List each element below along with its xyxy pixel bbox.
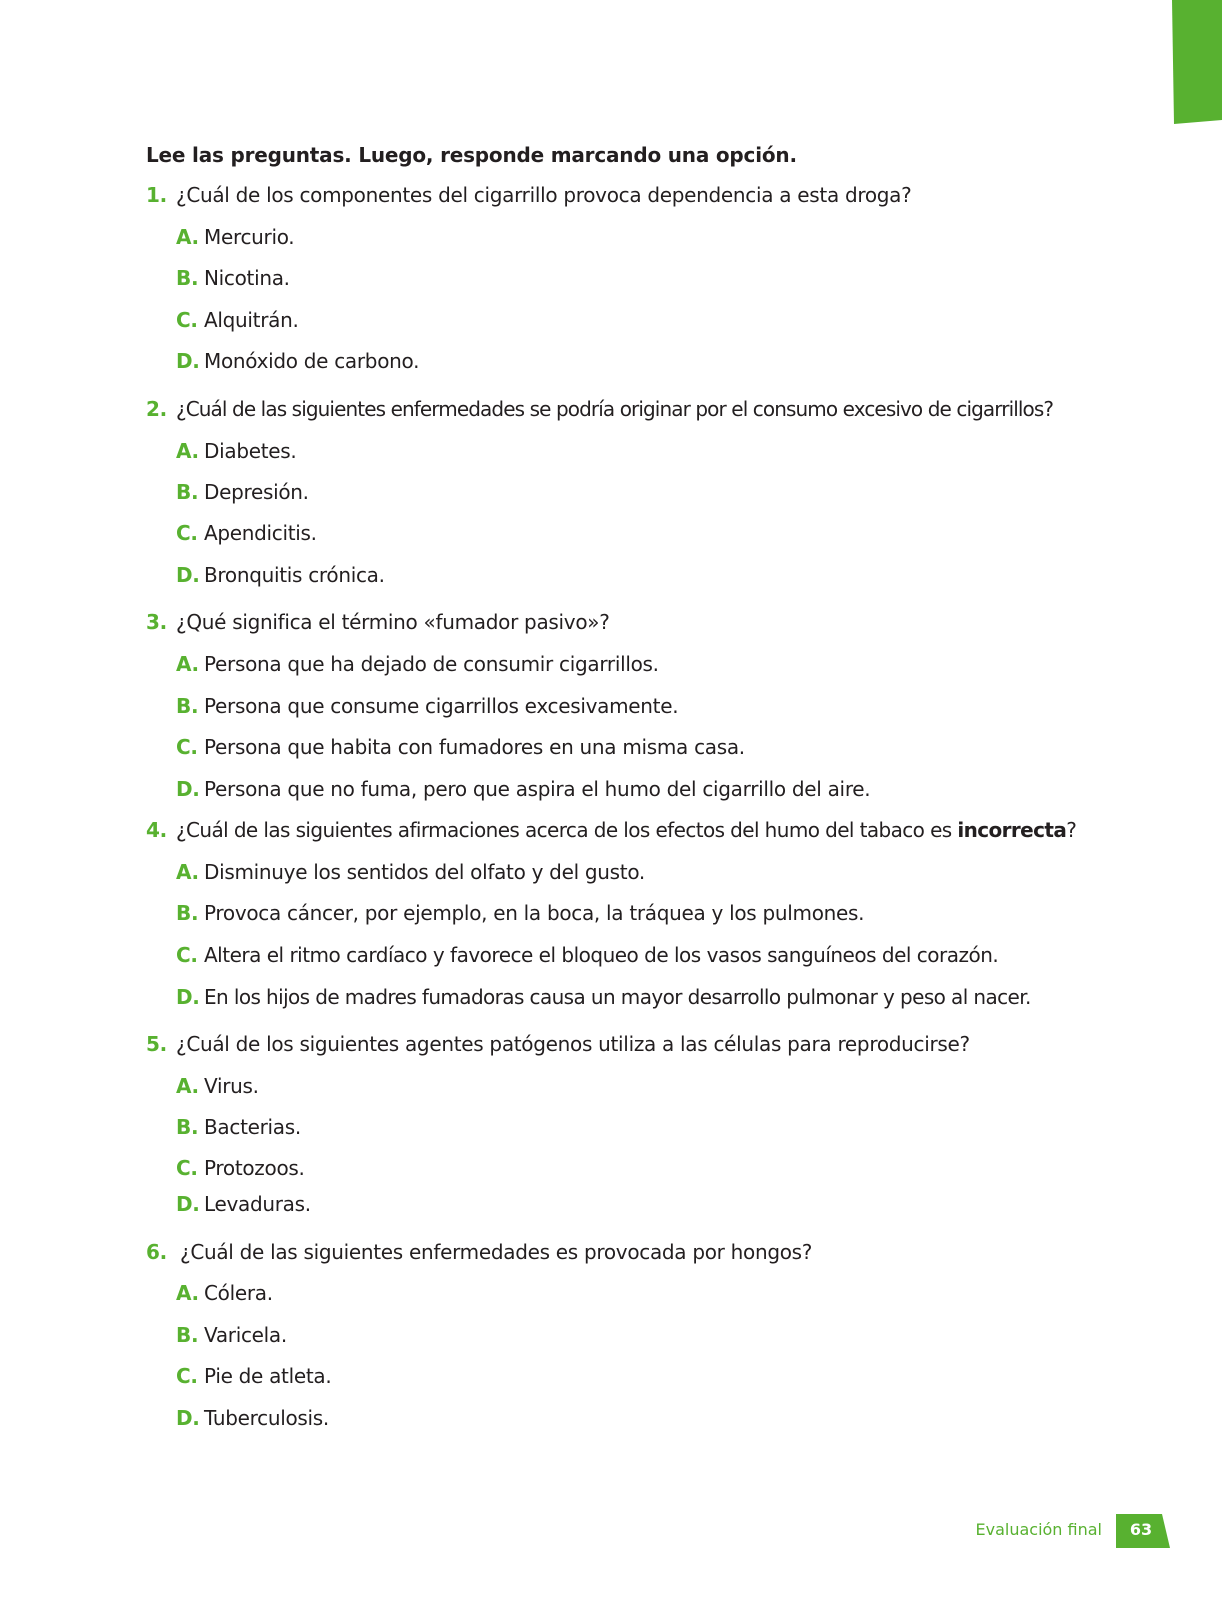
option-1c[interactable] — [176, 308, 299, 332]
option-letter: C. — [176, 1156, 198, 1180]
question-text: ¿Cuál de los siguientes agentes patógenos utiliza a las células para reproducirse? — [176, 1032, 970, 1056]
option-5c[interactable] — [176, 1156, 305, 1180]
option-letter: A. — [176, 860, 199, 884]
question-text-end: ? — [1066, 818, 1077, 842]
option-text: Mercurio. — [204, 225, 295, 249]
option-text: Disminuye los sentidos del olfato y del gusto. — [204, 860, 645, 884]
option-letter: D. — [176, 1192, 200, 1216]
option-letter: A. — [176, 1281, 199, 1305]
option-text: Cólera. — [204, 1281, 273, 1305]
option-text: Altera el ritmo cardíaco y favorece el bloqueo de los vasos sanguíneos del corazón. — [204, 943, 999, 967]
option-6d[interactable] — [176, 1406, 329, 1430]
option-letter: A. — [176, 652, 199, 676]
question-text: ¿Cuál de las siguientes enfermedades es provocada por hongos? — [180, 1240, 813, 1264]
question-number: 4. — [146, 818, 167, 842]
question-text: ¿Cuál de las siguientes enfermedades se podría originar por el consumo excesivo de cigarrillos? — [176, 397, 1054, 421]
footer-section-label: Evaluación final — [975, 1520, 1102, 1539]
option-4d[interactable] — [176, 985, 1031, 1009]
option-text: Bacterias. — [204, 1115, 301, 1139]
option-letter: C. — [176, 521, 198, 545]
question-text: ¿Cuál de los componentes del cigarrillo provoca dependencia a esta droga? — [176, 183, 912, 207]
option-letter: D. — [176, 777, 200, 801]
option-6b[interactable] — [176, 1323, 287, 1347]
option-letter: D. — [176, 349, 200, 373]
question-number: 6. — [146, 1240, 167, 1264]
option-text: Diabetes. — [204, 439, 297, 463]
option-2c[interactable] — [176, 521, 317, 545]
option-text: Apendicitis. — [204, 521, 317, 545]
option-6a[interactable] — [176, 1281, 273, 1305]
option-letter: A. — [176, 225, 199, 249]
option-1a[interactable] — [176, 225, 294, 249]
option-4c[interactable] — [176, 943, 998, 967]
option-text: Persona que no fuma, pero que aspira el humo del cigarrillo del aire. — [204, 777, 871, 801]
question-text: ¿Cuál de las siguientes afirmaciones acerca de los efectos del humo del tabaco es — [176, 818, 958, 842]
option-text: Alquitrán. — [204, 308, 299, 332]
option-5b[interactable] — [176, 1115, 301, 1139]
option-3b[interactable] — [176, 694, 678, 718]
question-number: 1. — [146, 183, 167, 207]
option-letter: C. — [176, 1364, 198, 1388]
option-text: Virus. — [204, 1074, 259, 1098]
option-letter: B. — [176, 1115, 199, 1139]
option-letter: B. — [176, 694, 199, 718]
option-4a[interactable] — [176, 860, 645, 884]
option-text: Varicela. — [204, 1323, 287, 1347]
option-letter: C. — [176, 943, 198, 967]
question-2 — [146, 397, 1053, 421]
option-3a[interactable] — [176, 652, 659, 676]
option-3c[interactable] — [176, 735, 745, 759]
question-6 — [146, 1240, 812, 1264]
option-text: Levaduras. — [204, 1192, 311, 1216]
page-number: 63 — [1129, 1520, 1153, 1539]
option-letter: D. — [176, 1406, 200, 1430]
option-text: Persona que habita con fumadores en una misma casa. — [204, 735, 745, 759]
option-letter: B. — [176, 480, 199, 504]
option-letter: B. — [176, 266, 199, 290]
question-text: ¿Qué significa el término «fumador pasivo»? — [176, 610, 610, 634]
option-text: Tuberculosis. — [204, 1406, 329, 1430]
question-4 — [146, 818, 1077, 842]
option-5d[interactable] — [176, 1192, 311, 1216]
option-4b[interactable] — [176, 901, 864, 925]
option-text: Protozoos. — [204, 1156, 305, 1180]
instructions-heading: Lee las preguntas. Luego, responde marcando una opción. — [146, 143, 797, 167]
option-text: Bronquitis crónica. — [204, 563, 385, 587]
question-5 — [146, 1032, 970, 1056]
option-text: Persona que ha dejado de consumir cigarrillos. — [204, 652, 659, 676]
option-6c[interactable] — [176, 1364, 331, 1388]
option-1d[interactable] — [176, 349, 419, 373]
option-text: Provoca cáncer, por ejemplo, en la boca, la tráquea y los pulmones. — [204, 901, 865, 925]
option-letter: A. — [176, 1074, 199, 1098]
option-letter: B. — [176, 1323, 199, 1347]
option-letter: B. — [176, 901, 199, 925]
question-emphasis: incorrecta — [957, 818, 1067, 842]
page-number-badge — [1116, 1514, 1170, 1548]
option-text: Nicotina. — [204, 266, 290, 290]
green-corner-tab — [1170, 0, 1222, 126]
option-text: En los hijos de madres fumadoras causa un mayor desarrollo pulmonar y peso al nacer. — [204, 985, 1031, 1009]
option-letter: D. — [176, 563, 200, 587]
option-letter: C. — [176, 735, 198, 759]
option-5a[interactable] — [176, 1074, 259, 1098]
option-1b[interactable] — [176, 266, 290, 290]
option-letter: A. — [176, 439, 199, 463]
option-letter: C. — [176, 308, 198, 332]
option-2b[interactable] — [176, 480, 309, 504]
option-3d[interactable] — [176, 777, 870, 801]
option-text: Monóxido de carbono. — [204, 349, 420, 373]
question-number: 2. — [146, 397, 167, 421]
option-text: Persona que consume cigarrillos excesivamente. — [204, 694, 679, 718]
option-letter: D. — [176, 985, 200, 1009]
question-number: 5. — [146, 1032, 167, 1056]
question-1 — [146, 183, 911, 207]
option-text: Pie de atleta. — [204, 1364, 332, 1388]
option-2d[interactable] — [176, 563, 385, 587]
option-text: Depresión. — [204, 480, 309, 504]
question-number: 3. — [146, 610, 167, 634]
option-2a[interactable] — [176, 439, 296, 463]
question-3 — [146, 610, 610, 634]
